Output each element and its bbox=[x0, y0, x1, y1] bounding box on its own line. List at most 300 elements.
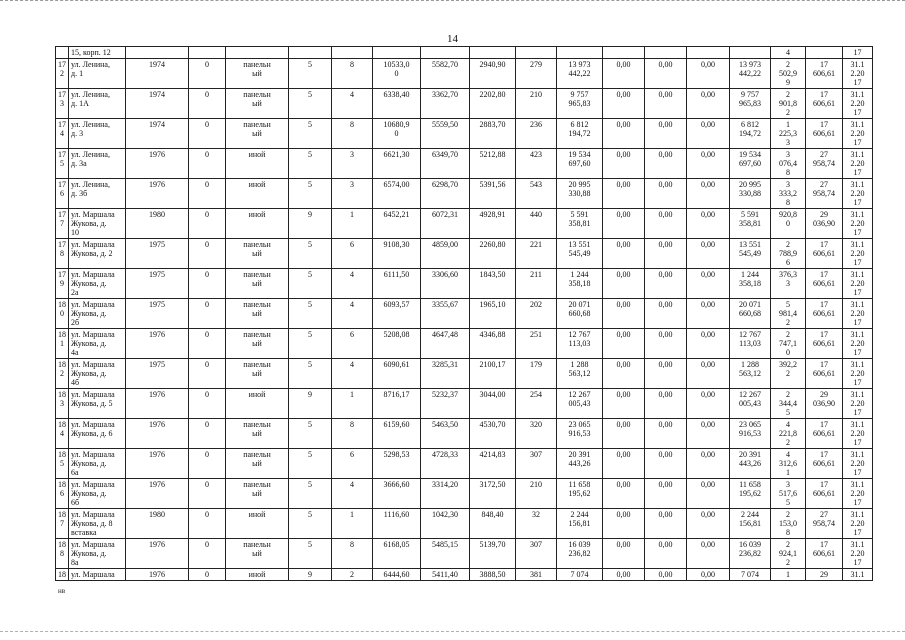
table-cell bbox=[289, 47, 332, 59]
amount-cell: 0,00 bbox=[687, 509, 730, 539]
floors-cell: 9 bbox=[289, 389, 332, 419]
amount-cell: 0,00 bbox=[645, 389, 687, 419]
total-cost-cell: 19 534 697,60 bbox=[557, 149, 603, 179]
other-area-cell: 3888,50 bbox=[470, 569, 516, 581]
other-area-cell: 2202,80 bbox=[470, 89, 516, 119]
zero-cell: 0 bbox=[189, 119, 226, 149]
year-cell: 1976 bbox=[126, 329, 189, 359]
total-cost-cell: 7 074 bbox=[557, 569, 603, 581]
total-area-cell: 9108,30 bbox=[373, 239, 421, 269]
floors-cell: 5 bbox=[289, 89, 332, 119]
row-number-cell: 18 8 bbox=[56, 539, 69, 569]
wall-type-cell: иной bbox=[226, 209, 289, 239]
zero-cell: 0 bbox=[189, 179, 226, 209]
total-area-cell: 6574,00 bbox=[373, 179, 421, 209]
address-cell: ул. Маршала Жукова, д. 6а bbox=[69, 449, 126, 479]
total-area-cell: 5298,53 bbox=[373, 449, 421, 479]
address-cell: ул. Ленина, д. 3а bbox=[69, 149, 126, 179]
amount-cell: 0,00 bbox=[603, 89, 645, 119]
amount-cell: 0,00 bbox=[687, 359, 730, 389]
floors-cell: 5 bbox=[289, 419, 332, 449]
date-cell: 31.1 2.20 17 bbox=[843, 389, 873, 419]
living-area-cell: 1042,30 bbox=[421, 509, 470, 539]
amount-cell: 0,00 bbox=[603, 389, 645, 419]
table-row bbox=[56, 509, 873, 539]
cost-cell: 2 244 156,81 bbox=[730, 509, 771, 539]
address-cell: ул. Маршала bbox=[69, 569, 126, 581]
unit-cost-cell: 3 333,2 8 bbox=[771, 179, 806, 209]
year-cell: 1974 bbox=[126, 89, 189, 119]
zero-cell: 0 bbox=[189, 89, 226, 119]
year-cell: 1976 bbox=[126, 419, 189, 449]
total-cost-cell: 20 995 330,88 bbox=[557, 179, 603, 209]
amount-cell: 0,00 bbox=[687, 89, 730, 119]
unit-cost-cell: 392,2 2 bbox=[771, 359, 806, 389]
entrances-cell: 4 bbox=[332, 359, 373, 389]
limit-cost-cell: 29 036,90 bbox=[806, 389, 843, 419]
other-area-cell: 1965,10 bbox=[470, 299, 516, 329]
amount-cell: 0,00 bbox=[687, 329, 730, 359]
floors-cell: 5 bbox=[289, 269, 332, 299]
amount-cell: 0,00 bbox=[603, 479, 645, 509]
row-number-cell: 17 5 bbox=[56, 149, 69, 179]
total-cost-cell: 1 288 563,12 bbox=[557, 359, 603, 389]
address-cell: ул. Ленина, д. 1 bbox=[69, 59, 126, 89]
entrances-cell: 1 bbox=[332, 389, 373, 419]
residents-cell: 307 bbox=[516, 539, 557, 569]
cost-cell: 11 658 195,62 bbox=[730, 479, 771, 509]
other-area-cell: 5139,70 bbox=[470, 539, 516, 569]
limit-cost-cell: 29 bbox=[806, 569, 843, 581]
unit-cost-cell: 2 502,9 9 bbox=[771, 59, 806, 89]
amount-cell: 0,00 bbox=[687, 479, 730, 509]
year-cell: 1975 bbox=[126, 359, 189, 389]
total-area-cell: 3666,60 bbox=[373, 479, 421, 509]
date-cell: 31.1 2.20 17 bbox=[843, 509, 873, 539]
wall-type-cell: панельн ый bbox=[226, 269, 289, 299]
address-cell: ул. Маршала Жукова, д. 5 bbox=[69, 389, 126, 419]
residents-cell: 211 bbox=[516, 269, 557, 299]
address-cell: ул. Ленина, д. 3б bbox=[69, 179, 126, 209]
address-cell: ул. Маршала Жукова, д. 10 bbox=[69, 209, 126, 239]
table-cell: 17 bbox=[843, 47, 873, 59]
year-cell: 1975 bbox=[126, 239, 189, 269]
other-area-cell: 4346,88 bbox=[470, 329, 516, 359]
table-cell bbox=[603, 47, 645, 59]
year-cell: 1974 bbox=[126, 59, 189, 89]
amount-cell: 0,00 bbox=[645, 569, 687, 581]
address-cell: ул. Маршала Жукова, д. 2 bbox=[69, 239, 126, 269]
date-cell: 31.1 2.20 17 bbox=[843, 179, 873, 209]
row-number-cell: 18 4 bbox=[56, 419, 69, 449]
limit-cost-cell: 17 606,61 bbox=[806, 449, 843, 479]
other-area-cell: 4214,83 bbox=[470, 449, 516, 479]
unit-cost-cell: 4 312,6 1 bbox=[771, 449, 806, 479]
living-area-cell: 6349,70 bbox=[421, 149, 470, 179]
address-cell: ул. Маршала Жукова, д. 2а bbox=[69, 269, 126, 299]
page-top-edge bbox=[0, 0, 905, 4]
table-row bbox=[56, 179, 873, 209]
wall-type-cell: иной bbox=[226, 149, 289, 179]
residents-cell: 210 bbox=[516, 479, 557, 509]
floors-cell: 5 bbox=[289, 239, 332, 269]
amount-cell: 0,00 bbox=[603, 269, 645, 299]
limit-cost-cell: 17 606,61 bbox=[806, 239, 843, 269]
table-cell bbox=[470, 47, 516, 59]
amount-cell: 0,00 bbox=[645, 119, 687, 149]
amount-cell: 0,00 bbox=[687, 419, 730, 449]
date-cell: 31.1 2.20 17 bbox=[843, 449, 873, 479]
page-number: 14 bbox=[447, 33, 458, 45]
wall-type-cell: панельн ый bbox=[226, 329, 289, 359]
amount-cell: 0,00 bbox=[687, 149, 730, 179]
row-number-cell: 17 3 bbox=[56, 89, 69, 119]
year-cell: 1974 bbox=[126, 119, 189, 149]
entrances-cell: 4 bbox=[332, 299, 373, 329]
entrances-cell: 6 bbox=[332, 239, 373, 269]
entrances-cell: 6 bbox=[332, 329, 373, 359]
year-cell: 1980 bbox=[126, 509, 189, 539]
other-area-cell: 2883,70 bbox=[470, 119, 516, 149]
floors-cell: 9 bbox=[289, 569, 332, 581]
limit-cost-cell: 17 606,61 bbox=[806, 479, 843, 509]
table-row bbox=[56, 539, 873, 569]
amount-cell: 0,00 bbox=[603, 119, 645, 149]
row-number-cell: 18 6 bbox=[56, 479, 69, 509]
limit-cost-cell: 27 958,74 bbox=[806, 509, 843, 539]
cost-cell: 16 039 236,82 bbox=[730, 539, 771, 569]
total-area-cell: 6168,05 bbox=[373, 539, 421, 569]
entrances-cell: 8 bbox=[332, 539, 373, 569]
living-area-cell: 3285,31 bbox=[421, 359, 470, 389]
floors-cell: 5 bbox=[289, 119, 332, 149]
amount-cell: 0,00 bbox=[687, 119, 730, 149]
address-cell: ул. Маршала Жукова, д. 4а bbox=[69, 329, 126, 359]
limit-cost-cell: 17 606,61 bbox=[806, 299, 843, 329]
table-cell bbox=[189, 47, 226, 59]
cost-cell: 20 391 443,26 bbox=[730, 449, 771, 479]
date-cell: 31.1 2.20 17 bbox=[843, 269, 873, 299]
amount-cell: 0,00 bbox=[603, 509, 645, 539]
amount-cell: 0,00 bbox=[687, 449, 730, 479]
table-cell bbox=[730, 47, 771, 59]
total-area-cell: 5208,08 bbox=[373, 329, 421, 359]
floors-cell: 5 bbox=[289, 449, 332, 479]
residents-cell: 254 bbox=[516, 389, 557, 419]
wall-type-cell: панельн ый bbox=[226, 239, 289, 269]
residents-cell: 210 bbox=[516, 89, 557, 119]
year-cell: 1976 bbox=[126, 149, 189, 179]
cost-cell: 12 267 005,43 bbox=[730, 389, 771, 419]
other-area-cell: 4928,91 bbox=[470, 209, 516, 239]
amount-cell: 0,00 bbox=[603, 539, 645, 569]
unit-cost-cell: 3 517,6 5 bbox=[771, 479, 806, 509]
row-number-cell: 17 2 bbox=[56, 59, 69, 89]
amount-cell: 0,00 bbox=[603, 179, 645, 209]
amount-cell: 0,00 bbox=[603, 449, 645, 479]
limit-cost-cell: 17 606,61 bbox=[806, 119, 843, 149]
cost-cell: 19 534 697,60 bbox=[730, 149, 771, 179]
amount-cell: 0,00 bbox=[687, 299, 730, 329]
table-row bbox=[56, 449, 873, 479]
living-area-cell: 3314,20 bbox=[421, 479, 470, 509]
residents-cell: 251 bbox=[516, 329, 557, 359]
other-area-cell: 4530,70 bbox=[470, 419, 516, 449]
residents-cell: 543 bbox=[516, 179, 557, 209]
wall-type-cell: иной bbox=[226, 569, 289, 581]
year-cell: 1975 bbox=[126, 269, 189, 299]
unit-cost-cell: 1 225,3 3 bbox=[771, 119, 806, 149]
housing-register-table bbox=[55, 46, 873, 581]
total-cost-cell: 23 065 916,53 bbox=[557, 419, 603, 449]
amount-cell: 0,00 bbox=[603, 299, 645, 329]
total-cost-cell: 20 071 660,68 bbox=[557, 299, 603, 329]
wall-type-cell: иной bbox=[226, 389, 289, 419]
total-area-cell: 6090,61 bbox=[373, 359, 421, 389]
table-cell bbox=[226, 47, 289, 59]
zero-cell: 0 bbox=[189, 149, 226, 179]
residents-cell: 221 bbox=[516, 239, 557, 269]
unit-cost-cell: 2 153,0 8 bbox=[771, 509, 806, 539]
date-cell: 31.1 2.20 17 bbox=[843, 419, 873, 449]
zero-cell: 0 bbox=[189, 389, 226, 419]
living-area-cell: 3306,60 bbox=[421, 269, 470, 299]
total-cost-cell: 12 767 113,03 bbox=[557, 329, 603, 359]
zero-cell: 0 bbox=[189, 569, 226, 581]
entrances-cell: 4 bbox=[332, 89, 373, 119]
page-footnote: нв bbox=[58, 587, 66, 595]
amount-cell: 0,00 bbox=[603, 209, 645, 239]
table-cell bbox=[332, 47, 373, 59]
table-cell bbox=[687, 47, 730, 59]
zero-cell: 0 bbox=[189, 359, 226, 389]
total-area-cell: 6111,50 bbox=[373, 269, 421, 299]
amount-cell: 0,00 bbox=[645, 149, 687, 179]
floors-cell: 5 bbox=[289, 479, 332, 509]
amount-cell: 0,00 bbox=[645, 359, 687, 389]
unit-cost-cell: 2 901,8 2 bbox=[771, 89, 806, 119]
date-cell: 31.1 2.20 17 bbox=[843, 239, 873, 269]
zero-cell: 0 bbox=[189, 299, 226, 329]
residents-cell: 179 bbox=[516, 359, 557, 389]
address-cell: 15, корп. 12 bbox=[69, 47, 126, 59]
amount-cell: 0,00 bbox=[603, 329, 645, 359]
total-area-cell: 10680,9 0 bbox=[373, 119, 421, 149]
table-row bbox=[56, 59, 873, 89]
total-cost-cell: 5 591 358,81 bbox=[557, 209, 603, 239]
total-area-cell: 6621,30 bbox=[373, 149, 421, 179]
limit-cost-cell: 17 606,61 bbox=[806, 419, 843, 449]
other-area-cell: 2100,17 bbox=[470, 359, 516, 389]
other-area-cell: 3044,00 bbox=[470, 389, 516, 419]
wall-type-cell: панельн ый bbox=[226, 89, 289, 119]
row-number-cell: 18 2 bbox=[56, 359, 69, 389]
amount-cell: 0,00 bbox=[687, 209, 730, 239]
amount-cell: 0,00 bbox=[645, 209, 687, 239]
table-row bbox=[56, 239, 873, 269]
amount-cell: 0,00 bbox=[603, 149, 645, 179]
amount-cell: 0,00 bbox=[645, 299, 687, 329]
year-cell: 1976 bbox=[126, 539, 189, 569]
total-cost-cell: 1 244 358,18 bbox=[557, 269, 603, 299]
entrances-cell: 8 bbox=[332, 59, 373, 89]
wall-type-cell: иной bbox=[226, 179, 289, 209]
table-cell bbox=[806, 47, 843, 59]
continued-row bbox=[56, 47, 873, 59]
wall-type-cell: иной bbox=[226, 509, 289, 539]
other-area-cell: 5391,56 bbox=[470, 179, 516, 209]
cost-cell: 1 288 563,12 bbox=[730, 359, 771, 389]
total-cost-cell: 12 267 005,43 bbox=[557, 389, 603, 419]
wall-type-cell: панельн ый bbox=[226, 59, 289, 89]
table-row bbox=[56, 569, 873, 581]
entrances-cell: 3 bbox=[332, 149, 373, 179]
living-area-cell: 6298,70 bbox=[421, 179, 470, 209]
entrances-cell: 3 bbox=[332, 179, 373, 209]
other-area-cell: 2940,90 bbox=[470, 59, 516, 89]
amount-cell: 0,00 bbox=[645, 89, 687, 119]
amount-cell: 0,00 bbox=[687, 59, 730, 89]
living-area-cell: 5411,40 bbox=[421, 569, 470, 581]
row-number-cell: 18 7 bbox=[56, 509, 69, 539]
cost-cell: 7 074 bbox=[730, 569, 771, 581]
total-area-cell: 10533,0 0 bbox=[373, 59, 421, 89]
total-cost-cell: 2 244 156,81 bbox=[557, 509, 603, 539]
limit-cost-cell: 17 606,61 bbox=[806, 359, 843, 389]
cost-cell: 5 591 358,81 bbox=[730, 209, 771, 239]
year-cell: 1976 bbox=[126, 389, 189, 419]
wall-type-cell: панельн ый bbox=[226, 539, 289, 569]
living-area-cell: 4859,00 bbox=[421, 239, 470, 269]
amount-cell: 0,00 bbox=[645, 449, 687, 479]
wall-type-cell: панельн ый bbox=[226, 449, 289, 479]
row-number-cell: 17 4 bbox=[56, 119, 69, 149]
amount-cell: 0,00 bbox=[687, 539, 730, 569]
row-number-cell: 18 1 bbox=[56, 329, 69, 359]
table-cell bbox=[645, 47, 687, 59]
amount-cell: 0,00 bbox=[687, 389, 730, 419]
floors-cell: 5 bbox=[289, 539, 332, 569]
floors-cell: 5 bbox=[289, 509, 332, 539]
address-cell: ул. Ленина, д. 3 bbox=[69, 119, 126, 149]
residents-cell: 202 bbox=[516, 299, 557, 329]
date-cell: 31.1 2.20 17 bbox=[843, 359, 873, 389]
zero-cell: 0 bbox=[189, 539, 226, 569]
year-cell: 1976 bbox=[126, 569, 189, 581]
table-row bbox=[56, 389, 873, 419]
wall-type-cell: панельн ый bbox=[226, 119, 289, 149]
unit-cost-cell: 1 bbox=[771, 569, 806, 581]
wall-type-cell: панельн ый bbox=[226, 299, 289, 329]
cost-cell: 20 071 660,68 bbox=[730, 299, 771, 329]
row-number-cell: 17 7 bbox=[56, 209, 69, 239]
entrances-cell: 2 bbox=[332, 569, 373, 581]
amount-cell: 0,00 bbox=[687, 569, 730, 581]
table-cell bbox=[557, 47, 603, 59]
row-number-cell: 17 8 bbox=[56, 239, 69, 269]
date-cell: 31.1 2.20 17 bbox=[843, 479, 873, 509]
table-row bbox=[56, 359, 873, 389]
total-cost-cell: 13 973 442,22 bbox=[557, 59, 603, 89]
limit-cost-cell: 17 606,61 bbox=[806, 269, 843, 299]
total-area-cell: 6444,60 bbox=[373, 569, 421, 581]
entrances-cell: 4 bbox=[332, 479, 373, 509]
floors-cell: 5 bbox=[289, 59, 332, 89]
table-cell: 4 bbox=[771, 47, 806, 59]
living-area-cell: 5559,50 bbox=[421, 119, 470, 149]
other-area-cell: 2260,80 bbox=[470, 239, 516, 269]
floors-cell: 9 bbox=[289, 209, 332, 239]
address-cell: ул. Маршала Жукова, д. 4б bbox=[69, 359, 126, 389]
residents-cell: 32 bbox=[516, 509, 557, 539]
living-area-cell: 3355,67 bbox=[421, 299, 470, 329]
unit-cost-cell: 3 076,4 8 bbox=[771, 149, 806, 179]
year-cell: 1975 bbox=[126, 299, 189, 329]
unit-cost-cell: 5 981,4 2 bbox=[771, 299, 806, 329]
amount-cell: 0,00 bbox=[645, 239, 687, 269]
cost-cell: 13 973 442,22 bbox=[730, 59, 771, 89]
entrances-cell: 8 bbox=[332, 419, 373, 449]
unit-cost-cell: 920,8 0 bbox=[771, 209, 806, 239]
floors-cell: 5 bbox=[289, 329, 332, 359]
table-row bbox=[56, 299, 873, 329]
row-number-cell: 18 bbox=[56, 569, 69, 581]
amount-cell: 0,00 bbox=[645, 179, 687, 209]
cost-cell: 12 767 113,03 bbox=[730, 329, 771, 359]
row-number-cell: 18 0 bbox=[56, 299, 69, 329]
wall-type-cell: панельн ый bbox=[226, 479, 289, 509]
living-area-cell: 5463,50 bbox=[421, 419, 470, 449]
living-area-cell: 3362,70 bbox=[421, 89, 470, 119]
zero-cell: 0 bbox=[189, 269, 226, 299]
amount-cell: 0,00 bbox=[603, 419, 645, 449]
zero-cell: 0 bbox=[189, 239, 226, 269]
wall-type-cell: панельн ый bbox=[226, 359, 289, 389]
amount-cell: 0,00 bbox=[645, 539, 687, 569]
zero-cell: 0 bbox=[189, 419, 226, 449]
amount-cell: 0,00 bbox=[603, 59, 645, 89]
date-cell: 31.1 2.20 17 bbox=[843, 59, 873, 89]
living-area-cell: 4728,33 bbox=[421, 449, 470, 479]
living-area-cell: 4647,48 bbox=[421, 329, 470, 359]
residents-cell: 320 bbox=[516, 419, 557, 449]
amount-cell: 0,00 bbox=[687, 269, 730, 299]
total-cost-cell: 6 812 194,72 bbox=[557, 119, 603, 149]
unit-cost-cell: 376,3 3 bbox=[771, 269, 806, 299]
year-cell: 1976 bbox=[126, 449, 189, 479]
residents-cell: 440 bbox=[516, 209, 557, 239]
unit-cost-cell: 2 747,1 0 bbox=[771, 329, 806, 359]
date-cell: 31.1 2.20 17 bbox=[843, 299, 873, 329]
floors-cell: 5 bbox=[289, 149, 332, 179]
entrances-cell: 1 bbox=[332, 509, 373, 539]
date-cell: 31.1 bbox=[843, 569, 873, 581]
cost-cell: 23 065 916,53 bbox=[730, 419, 771, 449]
cost-cell: 9 757 965,83 bbox=[730, 89, 771, 119]
table-row bbox=[56, 479, 873, 509]
residents-cell: 381 bbox=[516, 569, 557, 581]
residents-cell: 279 bbox=[516, 59, 557, 89]
address-cell: ул. Маршала Жукова, д. 8а bbox=[69, 539, 126, 569]
table-row bbox=[56, 149, 873, 179]
limit-cost-cell: 17 606,61 bbox=[806, 89, 843, 119]
address-cell: ул. Маршала Жукова, д. 6б bbox=[69, 479, 126, 509]
other-area-cell: 5212,88 bbox=[470, 149, 516, 179]
page-bottom-edge bbox=[0, 630, 905, 632]
unit-cost-cell: 2 924,1 2 bbox=[771, 539, 806, 569]
year-cell: 1976 bbox=[126, 479, 189, 509]
living-area-cell: 5232,37 bbox=[421, 389, 470, 419]
